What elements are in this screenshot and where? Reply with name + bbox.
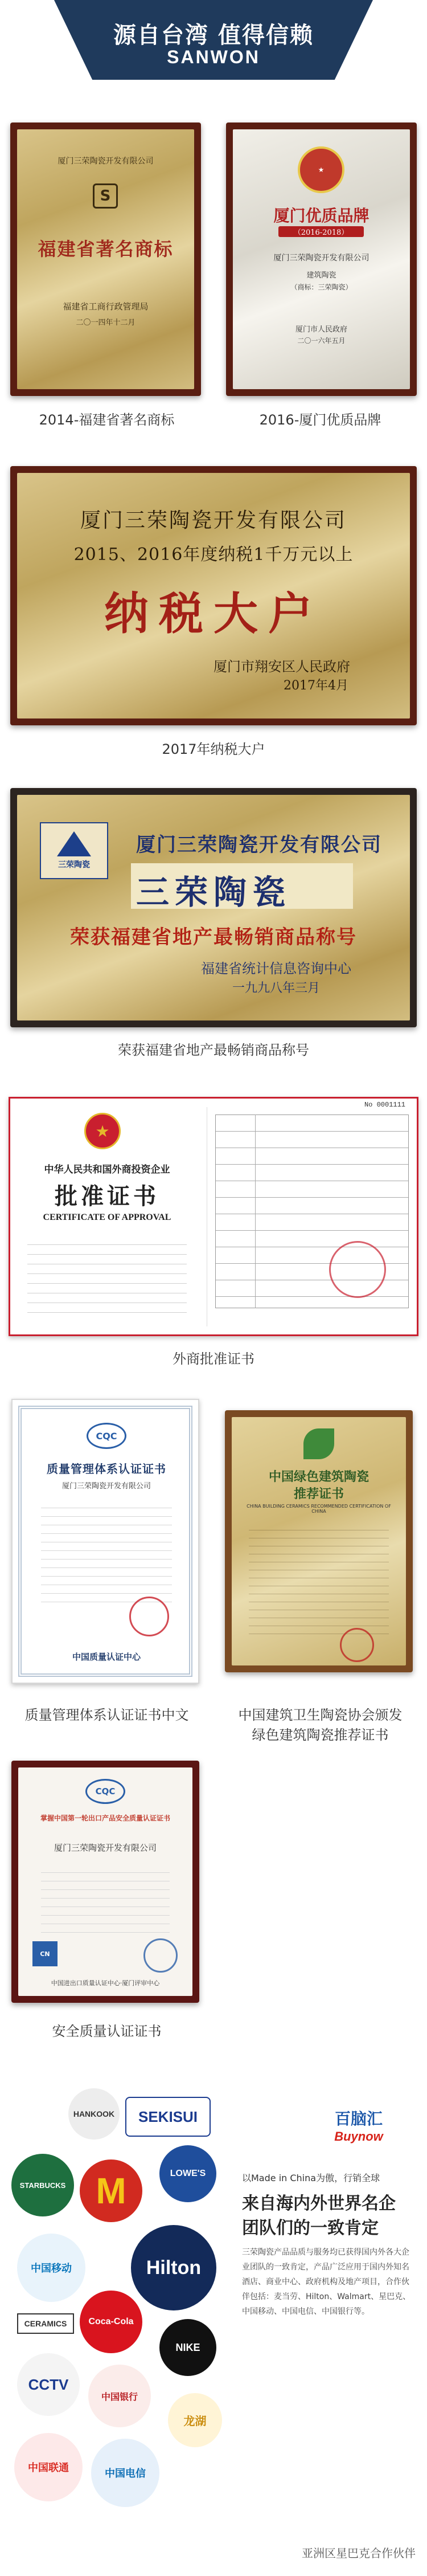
brand-sekisui: SEKISUI [125,2097,211,2137]
brand-unicom: 中国联通 [14,2433,83,2501]
green-title: 中国绿色建筑陶瓷 [268,1470,369,1484]
cncm-logo-icon: CN [32,1941,58,1966]
brand-longfor: 龙湖 [168,2393,222,2447]
brand-boc: 中国银行 [88,2365,151,2427]
brand-ceramics: CERAMICS [17,2313,74,2334]
approval-title: 批准证书 [55,1183,159,1210]
safety-quality-certificate [11,1761,199,2003]
quality-caption: 质量管理体系认证证书中文 [24,1707,189,1723]
plaque2-date: 二〇一六年五月 [297,337,346,345]
national-emblem-icon: ★ [84,1113,121,1149]
plaque2-trademark: （商标：三荣陶瓷） [290,283,352,291]
quality-body-lines [41,1500,172,1602]
cqc-logo-icon: CQC [85,1779,125,1804]
quality-seal-icon [129,1597,169,1636]
partners-collage [6,2074,233,2530]
plaque4-date: 一九九八年三月 [232,981,320,995]
approval-caption: 外商批准证书 [173,1351,254,1367]
cqc-logo-icon: CQC [87,1423,126,1449]
brand-mcdonalds: M [80,2159,142,2222]
brand-starbucks: STARBUCKS [11,2154,74,2216]
plaque2-product: 建筑陶瓷 [306,271,336,280]
brand-mobile: 中国移动 [17,2234,85,2302]
plaque-xiamen-quality-brand [226,123,417,396]
plaque4-logo-text: 三荣陶瓷 [58,860,90,869]
plaque2-caption: 2016-厦门优质品牌 [259,412,381,428]
plaque2-company: 厦门三荣陶瓷开发有限公司 [273,254,369,263]
green-seal-icon [340,1628,374,1662]
buynow-text: Buynow [334,2129,383,2144]
quality-title: 质量管理体系认证证书 [47,1462,166,1476]
green-building-certificate [225,1410,413,1672]
bainaohui-text: 百脑汇 [334,2110,383,2128]
approval-en-title: CERTIFICATE OF APPROVAL [43,1213,171,1222]
plaque2-years: （2016-2018） [278,226,364,237]
plaque4-award: 荣获福建省地产最畅销商品称号 [70,926,357,949]
partners-headline-2: 团队们的一致肯定 [242,2218,379,2238]
brand-telecom: 中国电信 [91,2439,159,2507]
certificate-of-approval [9,1097,418,1336]
approval-country: 中华人民共和国外商投资企业 [44,1164,170,1175]
approval-seal-icon [329,1241,386,1298]
plaque3-tax-desc: 2015、2016年度纳税1千万元以上 [73,545,354,565]
plaque4-big-title: 三荣陶瓷 [136,873,291,912]
plaque3-caption: 2017年纳税大户 [162,741,265,757]
plaque1-title: 福建省著名商标 [38,238,174,260]
safety-footer: 中国进出口质量认证中心·厦门评审中心 [51,1979,160,1987]
partners-headline-1: 来自海内外世界名企 [242,2194,396,2214]
plaque3-issuer: 厦门市翔安区人民政府 [214,659,350,675]
quality-management-certificate [11,1399,199,1684]
plaque-famous-trademark [10,123,201,396]
plaque3-big-title: 纳税大户 [104,588,323,640]
plaque-tax-payer [10,466,417,725]
brand-lowes: LOWE'S [159,2145,216,2202]
brand-nike: NIKE [159,2319,216,2376]
quality-company: 厦门三荣陶瓷开发有限公司 [61,1482,151,1491]
plaque3-company: 厦门三荣陶瓷开发有限公司 [80,509,347,532]
plaque1-date: 二〇一四年十二月 [76,319,136,327]
brand-cocacola: Coca-Cola [80,2291,142,2353]
brand-bainaohui [307,2103,410,2148]
quality-footer: 中国质量认证中心 [72,1652,141,1662]
green-title2: 推荐证书 [293,1487,344,1501]
green-leaf-icon [303,1428,334,1459]
brand-cctv: CCTV [17,2353,80,2416]
header-banner [0,0,427,80]
partners-footer: 亚洲区星巴克合作伙伴 [302,2546,416,2560]
approval-form-col [255,1115,256,1308]
plaque1-issuer: 福建省工商行政管理局 [63,301,149,312]
plaque1-company: 厦门三荣陶瓷开发有限公司 [58,157,154,166]
plaque2-issuer: 厦门市人民政府 [295,325,347,334]
partners-intro: 以Made in China为傲，行销全球 [242,2173,380,2183]
safety-caption: 安全质量认证证书 [52,2023,162,2039]
green-en-title: CHINA BUILDING CERAMICS RECOMMENDED CERTIFICATION OF CHINA [247,1504,391,1514]
plaque4-company: 厦门三荣陶瓷开发有限公司 [136,834,382,856]
quality-brand-badge-icon: ★ [298,146,344,193]
banner-subtitle: SANWON [167,47,260,67]
plaque3-date: 2017年4月 [284,679,348,693]
brand-hilton: Hilton [131,2225,216,2310]
sanwon-logo-icon: S [93,183,118,209]
approval-left-lines [27,1235,187,1321]
green-caption-line2: 绿色建筑陶瓷推荐证书 [252,1727,389,1743]
partners-body: 三荣陶瓷产品品质与服务均已获得国内外各大企业团队的一致肯定，产品广泛应用于国内外知名酒店、商业中心、政府机构及地产项目，合作伙伴包括：麦当劳、Hilton、Walmart、星巴克、中国移动、中国电信、中国银行等。 [242,2248,411,2316]
approval-number: No 0001111 [364,1101,405,1109]
green-caption-line1: 中国建筑卫生陶瓷协会颁发 [238,1707,403,1723]
safety-title: 掌握中国第一轮出口产品安全质量认证证书 [40,1814,170,1822]
safety-seal-icon [143,1938,178,1973]
plaque4-issuer: 福建省统计信息咨询中心 [201,961,351,977]
safety-body-lines [41,1864,170,1933]
banner-title: 源自台湾 值得信赖 [113,22,314,48]
brand-hankook: HANKOOK [68,2088,120,2140]
safety-company: 厦门三荣陶瓷开发有限公司 [54,1843,157,1853]
plaque-best-selling [10,788,417,1027]
plaque4-caption: 荣获福建省地产最畅销商品称号 [118,1042,309,1058]
plaque2-badge-title: 厦门优质品牌 [273,206,369,225]
plaque1-caption: 2014-福建省著名商标 [39,412,175,428]
green-body-lines [249,1522,389,1636]
